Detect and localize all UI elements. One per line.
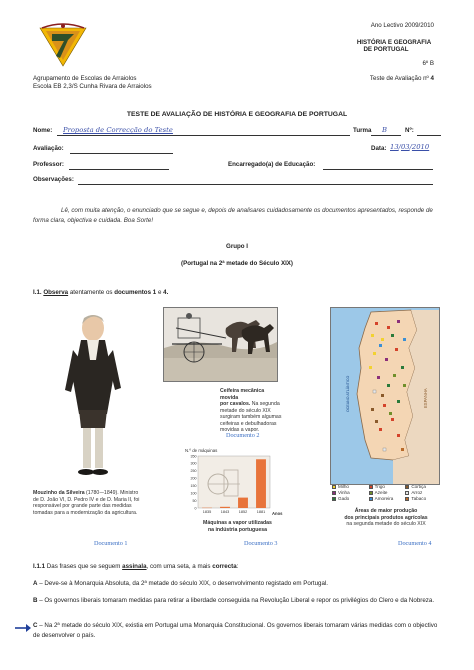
number-field[interactable] <box>417 128 441 136</box>
question-doc-b: 4. <box>163 289 169 296</box>
doc2-image <box>163 307 278 382</box>
doc4-map <box>330 307 440 485</box>
school-name: Escola EB 2,3/S Cunha Rivara de Arraiolos <box>33 83 152 90</box>
legend-swatch <box>369 497 373 501</box>
legend-swatch <box>405 491 409 495</box>
legend-swatch <box>332 497 336 501</box>
class-label: Turma <box>353 127 372 134</box>
option-b-letter: B <box>33 597 38 604</box>
legend-label: Cortiça <box>411 484 426 489</box>
y-tick-label: 200 <box>190 476 197 481</box>
date-label: Data: <box>371 145 387 152</box>
test-number: 4 <box>430 75 434 82</box>
page-title: TESTE DE AVALIAÇÃO DE HISTÓRIA E GEOGRAFIA DE PORTUGAL <box>126 111 348 118</box>
notes-row <box>33 176 443 185</box>
subject-line1: HISTÓRIA E GEOGRAFIA <box>356 39 432 46</box>
legend-item <box>405 496 440 501</box>
doc3-label: Documento 3 <box>244 540 278 547</box>
doc1-caption <box>33 490 143 516</box>
legend-swatch <box>332 491 336 495</box>
teacher-label: Professor: <box>33 161 64 168</box>
doc4-caption-line2: dos principais produtos agrícolas <box>344 514 428 521</box>
question-docs-word: documentos <box>114 289 152 296</box>
option-b[interactable] <box>33 596 443 606</box>
doc3-chart <box>184 446 284 518</box>
doc4-legend <box>332 484 440 501</box>
question-i11-text-a: Das frases que se seguem <box>46 563 121 570</box>
legend-item <box>369 490 404 495</box>
legend-item <box>332 490 367 495</box>
doc2-title-line1: Ceifeira mecânica movida <box>220 388 265 401</box>
doc1-name: Mouzinho da Silveira <box>33 490 85 496</box>
y-tick-label: 300 <box>190 461 197 466</box>
x-tick-label: 1852 <box>238 510 248 514</box>
notes-field[interactable] <box>78 177 433 185</box>
legend-item <box>405 484 440 489</box>
option-c-text: – Na 2ª metade do século XIX, existia em Portugal uma Monarquia Constitucional. Os governos liberais tomaram várias medidas com o objectivo de desenvolver o país. <box>33 622 438 639</box>
doc2-caption-rest: Na segunda metade do século XIX surgiram também algumas ceifeiras e debulhadoras movidas a vapor. <box>220 401 282 433</box>
legend-swatch <box>369 485 373 489</box>
doc4-label: Documento 4 <box>398 540 432 547</box>
question-i11-bold2: correcta <box>212 563 237 570</box>
bar-1843 <box>220 507 230 508</box>
group-subtitle: (Portugal na 2ª metade do Século XIX) <box>181 260 293 267</box>
subject-line2: DE PORTUGAL <box>363 46 409 53</box>
legend-label: Arroz <box>411 490 423 496</box>
legend-item <box>405 490 440 495</box>
option-c-letter: C <box>33 622 38 629</box>
test-number-line <box>370 75 434 83</box>
x-tick-label: 1881 <box>256 510 266 514</box>
legend-label: Azeite <box>374 490 388 496</box>
legend-label: Vinha <box>338 490 350 496</box>
doc4-caption <box>330 508 442 528</box>
notes-label: Observações: <box>33 176 74 183</box>
question-i11-text-c: : <box>236 563 239 570</box>
legend-swatch <box>332 485 336 489</box>
legend-item <box>332 484 367 489</box>
legend-label: Milho <box>338 484 349 489</box>
legend-swatch <box>369 491 373 495</box>
option-a-text: – Deve-se à Monarquia Absoluta, da 2ª metade do século XIX, o desenvolvimento registado em Portugal. <box>39 580 329 587</box>
doc4-caption-line1: Áreas de maior produção <box>354 508 418 514</box>
group-title: Grupo I <box>226 243 248 250</box>
question-number: I.1. <box>33 289 42 296</box>
question-text-mid: atentamente os <box>69 289 113 296</box>
chart-x-unit: Anos <box>272 511 283 516</box>
option-a[interactable] <box>33 579 443 588</box>
x-tick-label: 1835 <box>202 510 212 514</box>
teacher-field[interactable] <box>69 162 169 170</box>
legend-item <box>369 496 404 501</box>
map-ocean-label: OCEANO ATLÂNTICO <box>346 375 350 412</box>
question-i11-bold1: assinala <box>122 563 147 570</box>
evaluation-field[interactable] <box>70 146 173 154</box>
doc1-label: Documento 1 <box>94 540 128 547</box>
test-label: Teste de Avaliação nº <box>369 75 429 82</box>
bar-1852 <box>238 498 248 508</box>
class-field[interactable] <box>371 128 401 136</box>
guardian-field[interactable] <box>323 162 433 170</box>
legend-label: Gado <box>338 496 350 502</box>
y-tick-label: 0 <box>194 506 197 511</box>
teacher-row <box>33 161 443 170</box>
legend-item <box>369 484 404 489</box>
date-value[interactable]: 13/03/2010 <box>390 143 430 151</box>
x-tick-label: 1843 <box>220 510 230 514</box>
y-tick-label: 100 <box>190 491 197 496</box>
y-tick-label: 150 <box>190 484 197 489</box>
date-month: 03 <box>400 143 410 151</box>
map-spain-label: ESPANHA <box>423 388 428 408</box>
question-doc-a: 1 <box>152 289 157 296</box>
legend-label: Tabaco <box>411 496 427 502</box>
evaluation-label: Avaliação: <box>33 145 64 152</box>
question-verb: Observa <box>43 289 69 296</box>
legend-swatch <box>405 497 409 501</box>
name-label: Nome: <box>33 127 53 134</box>
option-b-text: – Os governos liberais tomaram medidas para retirar a liberdade conseguida na Revolução Liberal e repor os privilégios do Clero e da Nobreza. <box>39 597 435 604</box>
doc1-caption-rest: (1780-–1849). Ministro de D. João VI, D. Pedro IV e de D. Maria II, foi responsável por grande parte das medidas tomadas para a modernização da agricultura. <box>33 490 140 516</box>
doc2-title-line2: por cavalos. <box>220 401 251 407</box>
steam-machines-chart <box>184 446 284 518</box>
legend-item <box>332 496 367 501</box>
bar-1881 <box>256 459 266 508</box>
question-i1 <box>33 289 168 297</box>
doc4-caption-line3: na segunda metade do século XIX <box>346 521 426 527</box>
school-year: Ano Lectivo 2009/2010 <box>370 22 434 29</box>
number-label: Nº: <box>405 127 414 134</box>
y-tick-label: 350 <box>190 454 197 459</box>
option-c[interactable] <box>33 621 443 641</box>
name-row <box>33 127 443 136</box>
doc3-caption-line1: Máquinas a vapor utilizadas <box>203 520 272 526</box>
guardian-label: Encarregado(a) de Educação: <box>228 161 316 168</box>
doc2-label: Documento 2 <box>226 432 260 439</box>
doc3-caption-line2: na indústria portuguesa <box>207 526 268 533</box>
y-tick-label: 250 <box>190 469 197 474</box>
doc3-caption <box>190 520 285 533</box>
school-group: Agrupamento de Escolas de Arraiolos <box>33 75 137 82</box>
answer-arrow-icon <box>14 620 32 630</box>
legend-label: Trigo <box>374 484 385 489</box>
class-value: B <box>382 126 387 134</box>
option-a-letter: A <box>33 580 38 587</box>
question-conj: e <box>157 289 162 296</box>
doc1-portrait <box>55 310 130 482</box>
date-year: 2010 <box>411 143 430 151</box>
question-i11 <box>33 563 238 571</box>
chart-title: N.º de máquinas <box>185 448 218 453</box>
name-field[interactable] <box>57 128 350 136</box>
legend-label: Amoreira <box>374 496 394 502</box>
y-tick-label: 50 <box>192 498 197 503</box>
grade-row <box>33 145 443 154</box>
question-i11-text-b: , com uma seta, a mais <box>146 563 211 570</box>
doc2-caption <box>220 388 282 434</box>
intro-text: Lê, com muita atenção, o enunciado que se segue e, depois de analisares cuidadosamente os documentos apresentados, responde de forma clara, objectiva e cuidada. Boa Sorte! <box>33 207 433 224</box>
grade-label: 6º B <box>422 60 434 67</box>
question-i11-number: I.1.1 <box>33 563 46 570</box>
school-logo <box>38 22 88 68</box>
name-value: Proposta de Correcção do Teste <box>63 126 173 134</box>
legend-swatch <box>405 485 409 489</box>
date-day: 13 <box>390 143 399 151</box>
